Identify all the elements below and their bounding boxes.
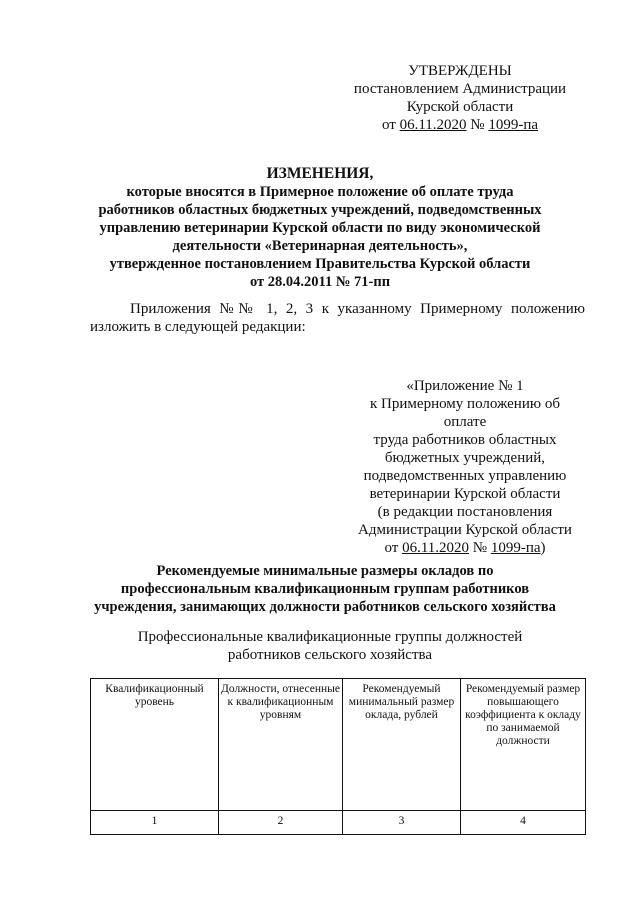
table-header-row (91, 679, 586, 811)
appendix-line: к Примерному положению об (370, 396, 560, 412)
appendix-line: (в редакции постановления (377, 504, 553, 520)
appendix-line: ветеринарии Курской области (369, 486, 561, 502)
appendix-line: оплате (443, 414, 487, 430)
column-number: 2 (219, 811, 343, 835)
approval-block (330, 62, 590, 134)
appendix-block (345, 377, 585, 557)
appendix-date: 06.11.2020 (402, 540, 470, 556)
approval-title: УТВЕРЖДЕНЫ (408, 63, 512, 79)
appendix-date-line: от 06.11.2020 № 1099-па) (384, 540, 546, 556)
header-coefficient: Рекомендуемый размер повышающего коэффициента к окладу по занимаемой должности (461, 679, 586, 811)
changes-line: управлению ветеринарии Курской области по виду экономической (99, 220, 541, 236)
approval-date-line: от 06.11.2020 № 1099-па (381, 117, 539, 133)
approval-line-2: Курской области (406, 99, 514, 115)
header-min-salary: Рекомендуемый минимальный размер оклада, рублей (343, 679, 461, 811)
pkg-title: Профессиональные квалификационные группы должностей работников сельского хозяйства (137, 629, 523, 663)
table-row (91, 811, 586, 835)
recommended-salaries-title: Рекомендуемые минимальные размеры окладов по профессиональным квалификационным группам работников учреждения, занимающих должности работников сельского хозяйства (94, 563, 556, 615)
appendix-line: «Приложение № 1 (406, 378, 524, 394)
approval-number: 1099-па (488, 117, 539, 133)
header-positions: Должности, отнесенные к квалификационным уровням (219, 679, 343, 811)
column-number: 4 (461, 811, 586, 835)
changes-line: утвержденное постановлением Правительства Курской области (109, 256, 531, 272)
appendix-line: подведомственных управлению (363, 468, 567, 484)
changes-heading (60, 165, 580, 291)
salary-table (90, 678, 586, 835)
approval-line-1: постановлением Администрации (353, 81, 567, 97)
changes-line: от 28.04.2011 № 71-пп (249, 274, 391, 290)
appendix-number: 1099-па (490, 540, 541, 556)
header-qualification-level: Квалификационный уровень (91, 679, 219, 811)
changes-line: которые вносятся в Примерное положение об оплате труда (126, 184, 514, 200)
changes-line: деятельности «Ветеринарная деятельность», (172, 238, 468, 254)
appendix-line: труда работников областных (373, 432, 557, 448)
appendix-line: бюджетных учреждений, (384, 450, 546, 466)
intro-paragraph: Приложения №№ 1, 2, 3 к указанному Примерному положению изложить в следующей редакции: (90, 301, 585, 335)
changes-line: работников областных бюджетных учреждений, подведомственных (98, 202, 542, 218)
approval-date: 06.11.2020 (399, 117, 467, 133)
appendix-line: Администрации Курской области (358, 522, 572, 538)
column-number: 1 (91, 811, 219, 835)
column-number: 3 (343, 811, 461, 835)
changes-title: ИЗМЕНЕНИЯ, (266, 165, 374, 182)
